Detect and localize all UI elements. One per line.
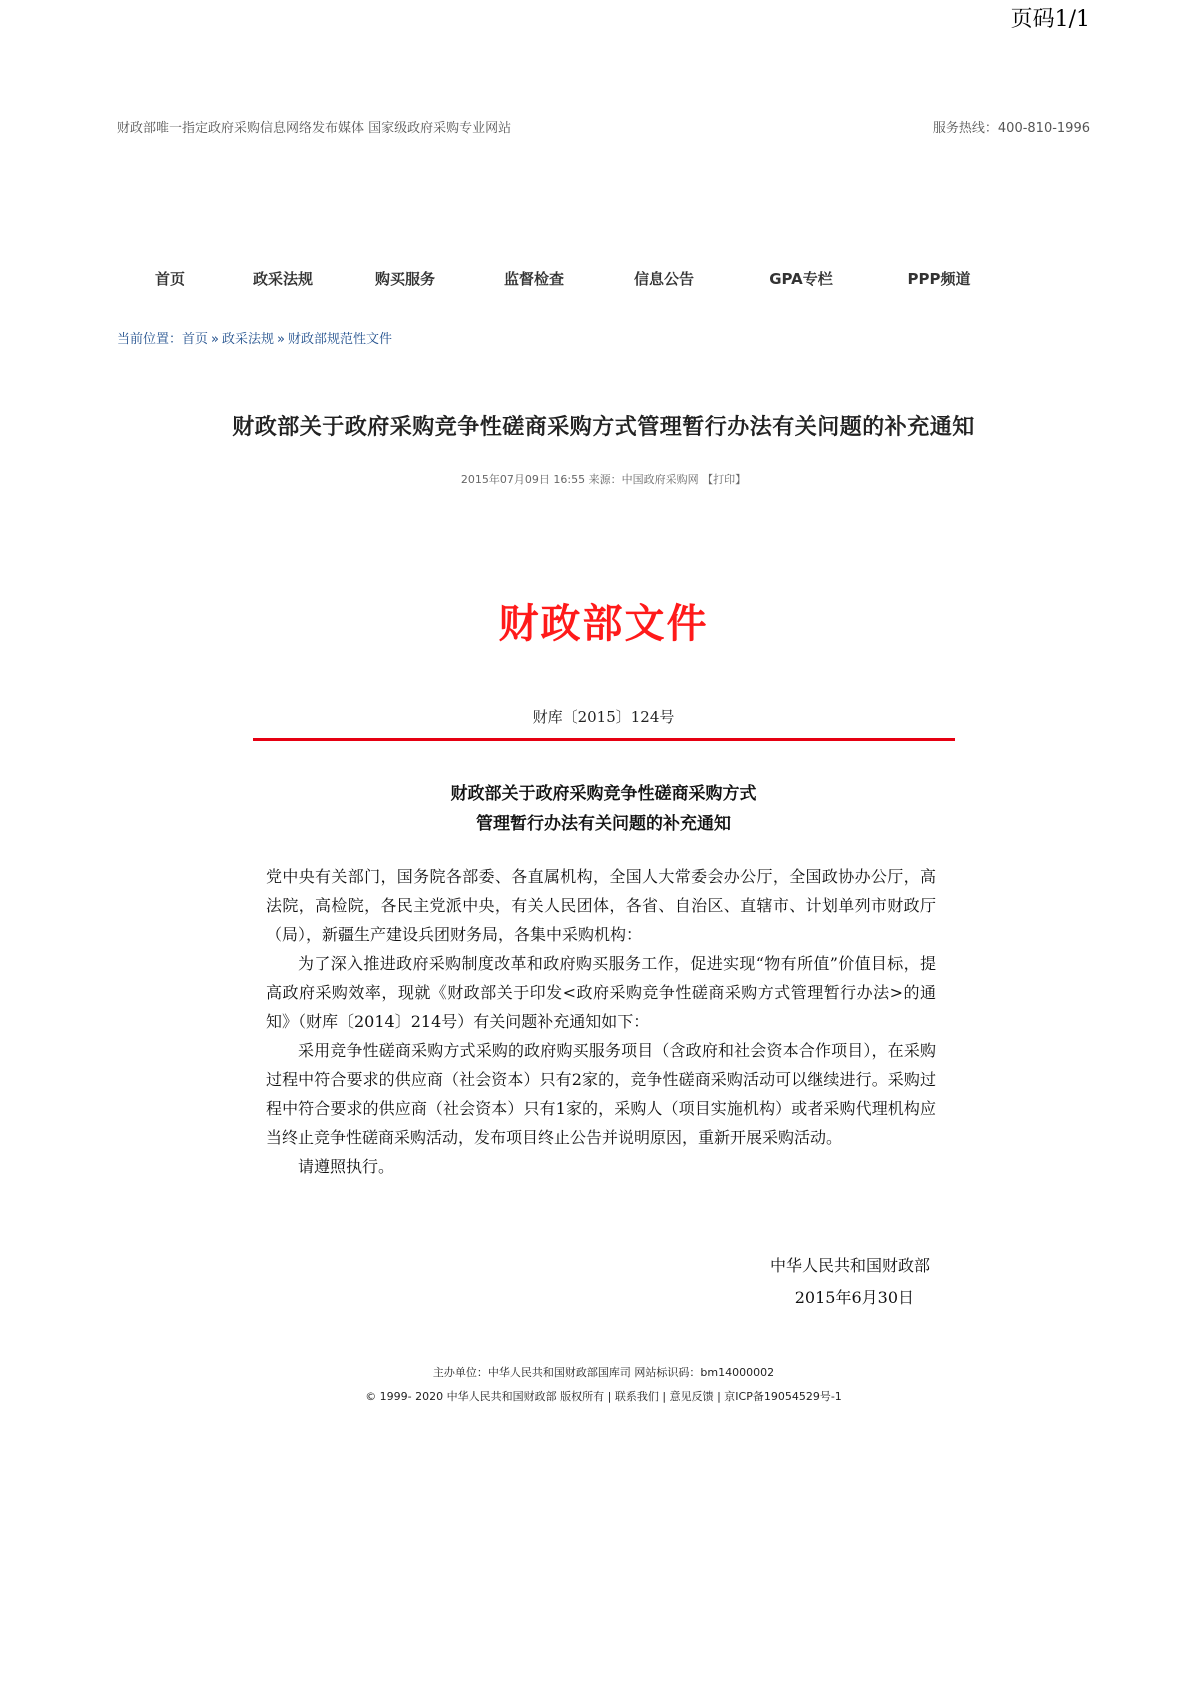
nav-item-announcements[interactable]: 信息公告	[633, 270, 695, 288]
breadcrumb-separator: »	[277, 332, 285, 347]
nav-item-ppp[interactable]: PPP频道	[907, 270, 971, 288]
document-number: 财库〔2015〕124号	[532, 708, 675, 726]
site-slogan: 财政部唯一指定政府采购信息网络发布媒体 国家级政府采购专业网站	[117, 121, 512, 136]
breadcrumb-current-link[interactable]: 财政部规范性文件	[287, 332, 392, 347]
print-link[interactable]: 【打印】	[702, 473, 747, 486]
footer-divider: |	[607, 1390, 612, 1403]
nav-item-gpa[interactable]: GPA专栏	[769, 270, 833, 288]
breadcrumb	[117, 328, 392, 347]
notice-title	[117, 779, 1090, 839]
service-hotline: 服务热线：400-810-1996	[932, 121, 1090, 136]
nav-item-supervision[interactable]: 监督检查	[503, 270, 565, 288]
nav-item-purchase-services[interactable]: 购买服务	[374, 270, 436, 288]
footer-sponsor: 主办单位：中华人民共和国财政部国库司 网站标识码：bm14000002	[432, 1366, 775, 1379]
red-divider	[253, 738, 955, 741]
nav-item-home[interactable]: 首页	[154, 270, 186, 288]
notice-title-line2: 管理暂行办法有关问题的补充通知	[476, 814, 731, 834]
breadcrumb-regulations-link[interactable]: 政采法规	[222, 332, 275, 347]
body-paragraph: 为了深入推进政府采购制度改革和政府购买服务工作，促进实现“物有所值”价值目标，提高政府采购效率，现就《财政部关于印发<政府采购竞争性磋商采购方式管理暂行办法>的通知》（财库〔2014〕214号）有关问题补充通知如下：	[266, 954, 936, 1031]
icp-link[interactable]: 京ICP备19054529号-1	[724, 1390, 842, 1403]
breadcrumb-separator: »	[211, 332, 219, 347]
closing-paragraph: 请遵照执行。	[298, 1157, 395, 1176]
notice-title-line1: 财政部关于政府采购竞争性磋商采购方式	[450, 784, 757, 804]
footer-links	[117, 1385, 1090, 1409]
addressee-paragraph: 党中央有关部门，国务院各部委、各直属机构，全国人大常委会办公厅，全国政协办公厅，高法院，高检院，各民主党派中央，有关人民团体，各省、自治区、直辖市、计划单列市财政厅（局），新疆生产建设兵团财务局，各集中采购机构：	[266, 867, 936, 944]
sign-date: 2015年6月30日	[794, 1288, 914, 1307]
main-nav	[117, 268, 1090, 292]
breadcrumb-prefix: 当前位置：	[117, 332, 183, 347]
signer-name: 中华人民共和国财政部	[769, 1256, 930, 1275]
footer-copyright: © 1999- 2020 中华人民共和国财政部 版权所有	[365, 1390, 605, 1403]
site-footer	[117, 1361, 1090, 1409]
document-body	[266, 862, 936, 1181]
page-number: 页码1/1	[1010, 7, 1090, 32]
article-title: 财政部关于政府采购竞争性磋商采购方式管理暂行办法有关问题的补充通知	[232, 415, 975, 440]
article-meta	[117, 471, 1090, 487]
footer-divider: |	[662, 1390, 667, 1403]
body-paragraph: 采用竞争性磋商采购方式采购的政府购买服务项目（含政府和社会资本合作项目），在采购过程中符合要求的供应商（社会资本）只有2家的，竞争性磋商采购活动可以继续进行。采购过程中符合要求的供应商（社会资本）只有1家的，采购人（项目实施机构）或者采购代理机构应当终止竞争性磋商采购活动，发布项目终止公告并说明原因，重新开展采购活动。	[266, 1041, 936, 1147]
breadcrumb-home-link[interactable]: 首页	[182, 332, 209, 347]
contact-link[interactable]: 联系我们	[614, 1390, 659, 1403]
footer-divider: |	[717, 1390, 721, 1403]
document-header: 财政部文件	[498, 600, 709, 647]
article-date-source: 2015年07月09日 16:55 来源：中国政府采购网	[460, 473, 699, 486]
feedback-link[interactable]: 意见反馈	[669, 1390, 714, 1403]
nav-item-regulations[interactable]: 政采法规	[252, 270, 314, 288]
signature-block	[600, 1250, 930, 1314]
